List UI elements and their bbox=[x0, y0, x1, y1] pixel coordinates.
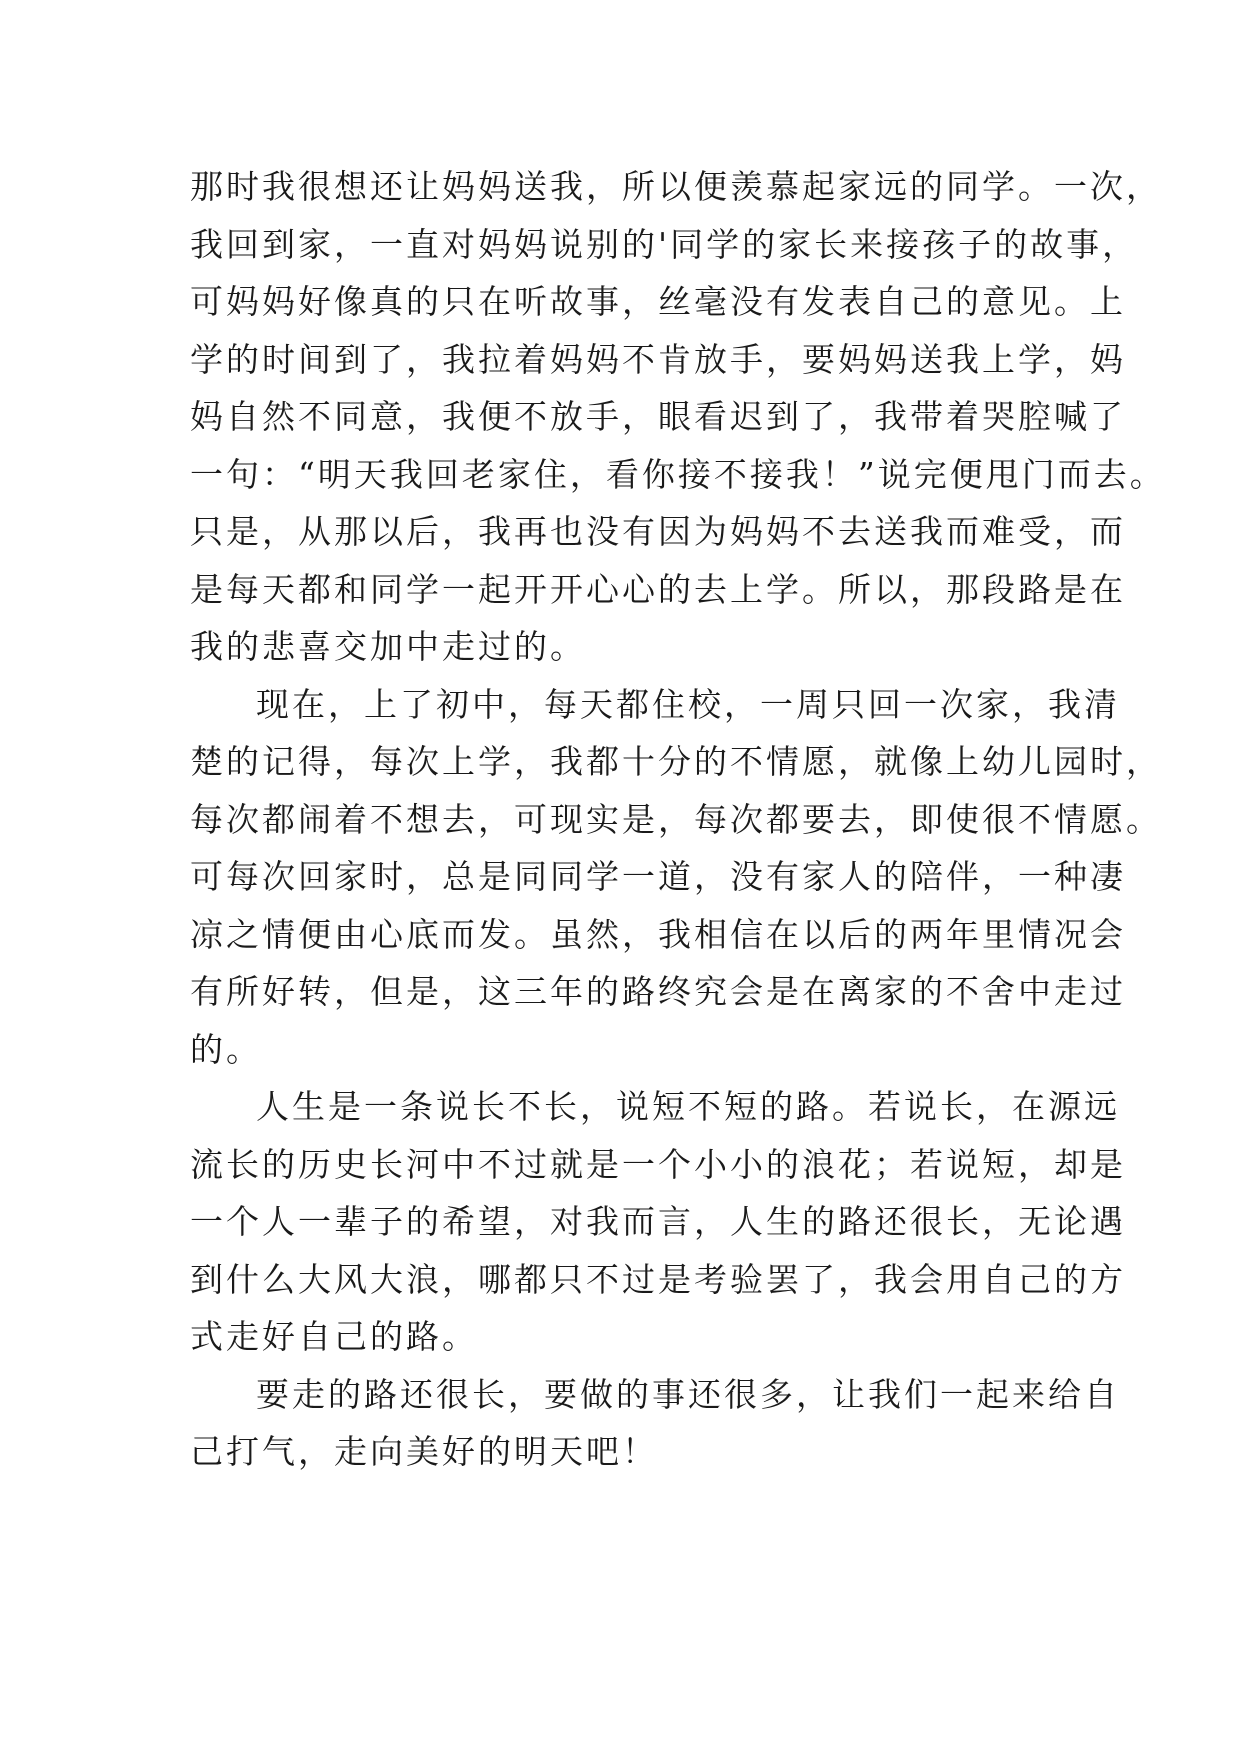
text-line: 学的时间到了，我拉着妈妈不肯放手，要妈妈送我上学，妈 bbox=[190, 339, 1126, 379]
text-line: 那时我很想还让妈妈送我，所以便羡慕起家远的同学。一次， bbox=[190, 167, 1162, 206]
text-line: 妈自然不同意，我便不放手，眼看迟到了，我带着哭腔喊了 bbox=[190, 397, 1126, 436]
text-line: 我回到家，一直对妈妈说别的'同学的家长来接孩子的故事， bbox=[190, 224, 1139, 264]
text-line: 到什么大风大浪，哪都只不过是考验罢了，我会用自己的方 bbox=[190, 1259, 1126, 1299]
text-line: 的。 bbox=[190, 1029, 262, 1069]
text-line: 有所好转，但是，这三年的路终究会是在离家的不舍中走过 bbox=[190, 972, 1126, 1011]
text-line: 一句：“明天我回老家住，看你接不接我！”说完便甩门而去。 bbox=[190, 454, 1166, 494]
text-line: 可每次回家时，总是同同学一道，没有家人的陪伴，一种凄 bbox=[190, 857, 1126, 896]
text-line: 只是，从那以后，我再也没有因为妈妈不去送我而难受，而 bbox=[190, 512, 1126, 551]
paragraph-2 bbox=[190, 676, 1162, 1079]
paragraph-4 bbox=[190, 1366, 1120, 1481]
text-line: 我的悲喜交加中走过的。 bbox=[190, 627, 586, 666]
text-line: 要走的路还很长，要做的事还很多，让我们一起来给自 bbox=[256, 1374, 1120, 1414]
text-line: 现在，上了初中，每天都住校，一周只回一次家，我清 bbox=[256, 684, 1120, 724]
text-line: 凉之情便由心底而发。虽然，我相信在以后的两年里情况会 bbox=[190, 914, 1126, 954]
text-line: 己打气，走向美好的明天吧！ bbox=[190, 1432, 658, 1471]
text-line: 人生是一条说长不长，说短不短的路。若说长，在源远 bbox=[256, 1087, 1120, 1126]
paragraph-3 bbox=[190, 1078, 1126, 1366]
text-line: 楚的记得，每次上学，我都十分的不情愿，就像上幼儿园时， bbox=[190, 742, 1162, 781]
text-line: 流长的历史长河中不过就是一个小小的浪花；若说短，却是 bbox=[190, 1144, 1126, 1184]
text-line: 可妈妈好像真的只在听故事，丝毫没有发表自己的意见。上 bbox=[190, 282, 1126, 321]
text-line: 每次都闹着不想去，可现实是，每次都要去，即使很不情愿。 bbox=[190, 799, 1162, 839]
text-line: 一个人一辈子的希望，对我而言，人生的路还很长，无论遇 bbox=[190, 1202, 1126, 1241]
paragraph-1 bbox=[190, 158, 1166, 676]
document-body bbox=[190, 158, 1166, 1481]
text-line: 式走好自己的路。 bbox=[190, 1317, 478, 1356]
text-line: 是每天都和同学一起开开心心的去上学。所以，那段路是在 bbox=[190, 569, 1126, 609]
